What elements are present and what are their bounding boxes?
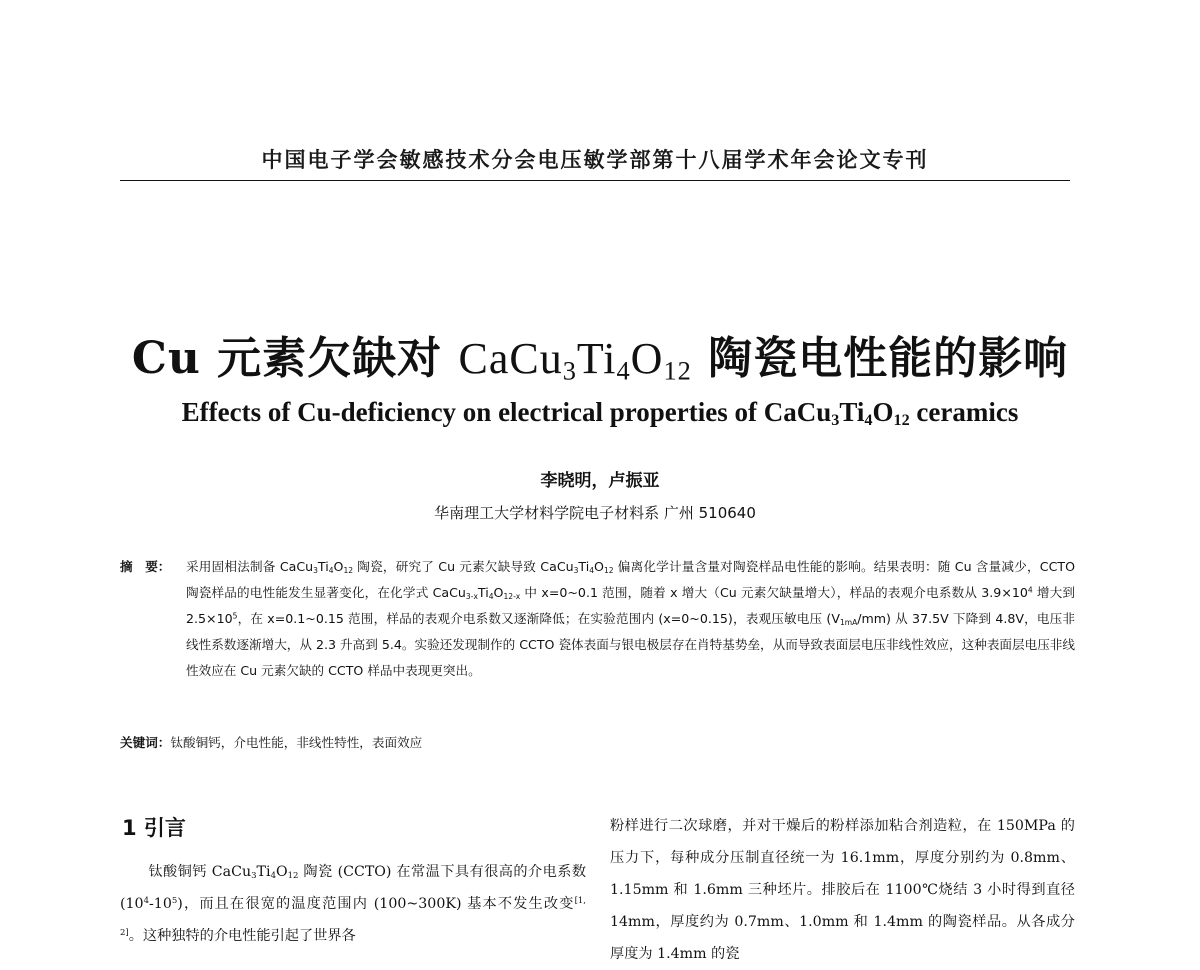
title-english <box>0 397 1200 428</box>
keywords-text: 钛酸铜钙，介电性能，非线性特性，表面效应 <box>170 735 423 750</box>
abstract-label: 摘 要： <box>120 559 171 574</box>
title-en-suffix: ceramics <box>909 397 1019 427</box>
en-formula-o: O <box>872 397 894 427</box>
formula-ti: Ti <box>576 334 617 383</box>
abstract-p2: 陶瓷，研究了 Cu 元素欠缺导致 CaCu <box>353 559 574 574</box>
title-cn-formula <box>458 334 692 386</box>
formula-sub-4: 4 <box>616 355 631 386</box>
right-column <box>610 810 1075 970</box>
keywords <box>120 730 1075 756</box>
en-formula-ti: Ti <box>839 397 865 427</box>
intro-sub-3: 3 <box>251 871 257 882</box>
en-formula-ca: CaCu <box>763 397 832 427</box>
abs-sub-4c: 4 <box>488 591 494 601</box>
intro-o: O <box>275 864 288 880</box>
intro-paragraph <box>120 856 586 952</box>
abs-sub-1ma: 1mA <box>839 617 858 627</box>
formula-o: O <box>630 334 664 383</box>
title-cn-suffix: 陶瓷电性能的影响 <box>691 333 1069 384</box>
title-chinese <box>0 322 1200 386</box>
section-heading: 1 引言 <box>122 816 186 840</box>
abstract <box>120 554 1075 684</box>
title-en-prefix: Effects of Cu-deficiency on electrical properties of <box>181 397 764 427</box>
en-formula-sub-12: 12 <box>893 411 910 430</box>
abs-sub-12x: 12-x <box>503 591 521 601</box>
en-formula-sub-3: 3 <box>831 411 840 430</box>
abs-sub-4b: 4 <box>589 565 595 575</box>
abs-sub-12b: 12 <box>603 565 614 575</box>
abstract-body <box>186 554 1075 684</box>
abs-ti-c: Ti <box>477 585 489 600</box>
abstract-p7: /mm) 从 37.5V 下降到 4.8V，电压非线性系数逐渐增大，从 2.3 升高到 5.4。实验还发现制作的 CCTO 瓷体表面与银电极层存在肖特基势垒，从而导致表面层电压非线性效应，这种表面层电压非线性效应在 Cu 元素欠缺的 CCTO 样品中表现更突出。 <box>186 611 1075 678</box>
abs-o-a: O <box>333 559 344 574</box>
abs-ti-a: Ti <box>317 559 329 574</box>
intro-l2: 陶瓷 (CCTO) 在常温下具有很高的介电系数 (10 <box>120 864 587 912</box>
intro-l1: 钛酸铜钙 CaCu <box>148 864 252 880</box>
formula-sub-12: 12 <box>663 355 692 386</box>
authors: 李晓明，卢振亚 <box>540 471 660 491</box>
abstract-p1: 采用固相法制备 CaCu <box>186 559 314 574</box>
abs-o-b: O <box>594 559 604 574</box>
intro-sub-12: 12 <box>287 871 299 882</box>
abstract-p4: 中 x=0~0.1 范围，随着 x 增大（Cu 元素欠缺量增大），样品的表观介电系数从 3.9×10 <box>520 585 1028 600</box>
keywords-label: 关键词： <box>120 735 171 750</box>
abs-sup-5: 5 <box>232 611 238 621</box>
en-formula-sub-4: 4 <box>864 411 873 430</box>
abs-sub-3b: 3 <box>573 565 579 575</box>
abs-sub-12a: 12 <box>343 565 354 575</box>
abs-sub-3a: 3 <box>313 565 318 575</box>
title-cn-prefix: Cu 元素欠缺对 <box>131 333 459 384</box>
abs-sub-3x: 3-x <box>465 591 478 601</box>
header-rule <box>120 180 1070 181</box>
formula-ca: CaCu <box>458 334 563 383</box>
abstract-p3: 偏离化学计量含量对陶瓷样品电性能的影响。结果表明：随 Cu 含量减少，CCTO 陶瓷样品的电性能发生显著变化，在化学式 CaCu <box>186 559 1075 600</box>
abs-ti-b: Ti <box>578 559 590 574</box>
method-paragraph: 粉样进行二次球磨，并对干燥后的粉样添加粘合剂造粒，在 150MPa 的压力下，每种成分压制直径统一为 16.1mm，厚度分别约为 0.8mm、1.15mm 和 1.6mm 三种坯片。排胶后在 1100℃烧结 3 小时得到直径 14mm，厚度约为 0.7mm、1.0mm 和 1.4mm 的陶瓷样品。从各成分厚度为 1.4mm 的瓷 <box>610 818 1075 962</box>
intro-l3: -10 <box>149 896 172 912</box>
formula-sub-3: 3 <box>562 355 577 386</box>
intro-ti: Ti <box>256 864 271 880</box>
abs-sub-4a: 4 <box>328 565 334 575</box>
intro-sup-a: 4 <box>143 895 150 906</box>
intro-ref: [1, 2] <box>120 895 586 938</box>
affiliation: 华南理工大学材料学院电子材料系 广州 510640 <box>434 504 756 522</box>
intro-l4: )，而且在很宽的温度范围内 (100~300K) 基本不发生改变 <box>177 896 575 912</box>
left-column <box>120 856 586 952</box>
abstract-p6: ，在 x=0.1~0.15 范围，样品的表观介电系数又逐渐降低；在实验范围内 (x=0~0.15)，表观压敏电压 (V <box>237 611 840 626</box>
abs-sup-4: 4 <box>1027 585 1033 595</box>
abs-o-c: O <box>493 585 504 600</box>
intro-sub-4: 4 <box>270 871 276 882</box>
intro-sup-b: 5 <box>171 895 178 906</box>
intro-l5: 。这种独特的介电性能引起了世界各 <box>128 928 356 944</box>
abstract-p5: 增大到 2.5×10 <box>186 585 1075 626</box>
journal-header: 中国电子学会敏感技术分会电压敏学部第十八届学术年会论文专刊 <box>261 148 929 172</box>
